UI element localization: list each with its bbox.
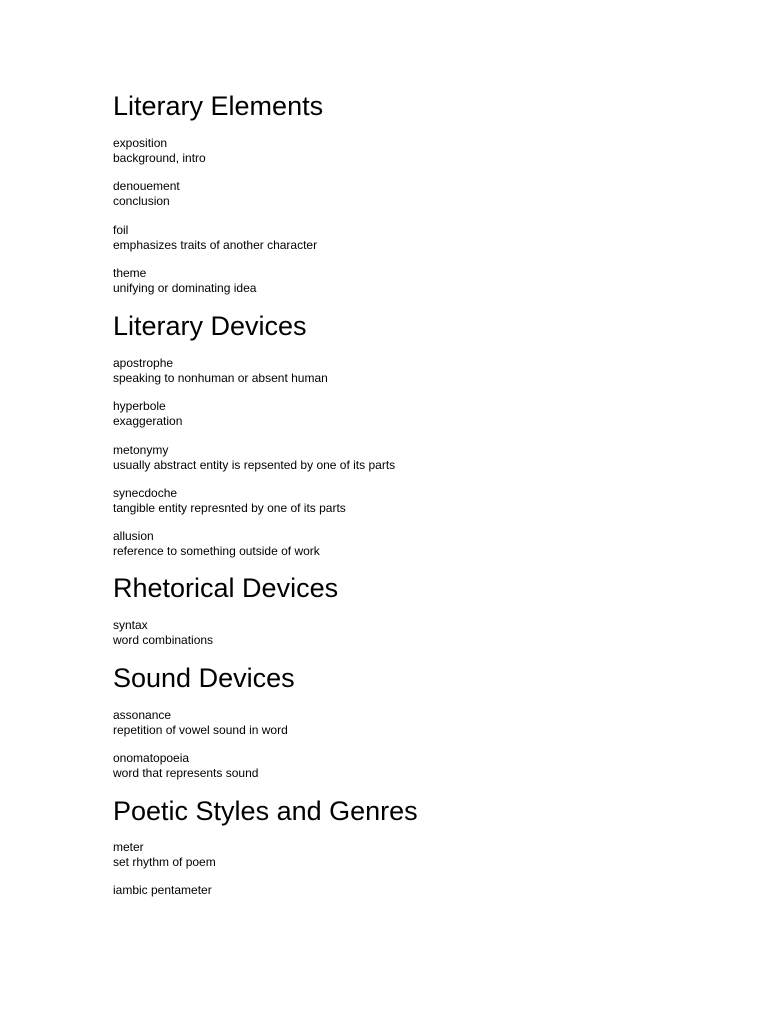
glossary-entry bbox=[113, 529, 320, 558]
entry-term: meter bbox=[113, 840, 144, 854]
entry-definition: set rhythm of poem bbox=[113, 854, 216, 869]
entry-definition: conclusion bbox=[113, 193, 170, 208]
glossary-entry bbox=[113, 399, 182, 428]
entry-term: hyperbole bbox=[113, 399, 166, 413]
glossary-entry bbox=[113, 356, 328, 385]
entry-term: synecdoche bbox=[113, 486, 178, 500]
glossary-entry bbox=[113, 443, 395, 472]
section-heading: Literary Elements bbox=[113, 91, 324, 121]
section-heading: Literary Devices bbox=[113, 311, 307, 341]
entry-term: exposition bbox=[113, 136, 168, 150]
glossary-entry bbox=[113, 840, 216, 869]
section-literary-devices bbox=[113, 310, 733, 558]
glossary-entry bbox=[113, 179, 180, 208]
entry-definition: word that represents sound bbox=[113, 765, 259, 780]
entry-term: assonance bbox=[113, 708, 172, 722]
entry-term: onomatopoeia bbox=[113, 751, 190, 765]
section-heading: Rhetorical Devices bbox=[113, 573, 339, 603]
section-heading: Sound Devices bbox=[113, 663, 295, 693]
entry-definition: emphasizes traits of another character bbox=[113, 237, 318, 252]
glossary-entry bbox=[113, 486, 346, 515]
entry-definition: tangible entity represnted by one of its parts bbox=[113, 500, 346, 515]
entry-definition: speaking to nonhuman or absent human bbox=[113, 370, 328, 385]
section-sound-devices bbox=[113, 662, 733, 780]
glossary-entry bbox=[113, 136, 206, 165]
entry-term: denouement bbox=[113, 179, 180, 193]
glossary-entry bbox=[113, 883, 212, 898]
glossary-entry bbox=[113, 751, 258, 780]
entry-term: iambic pentameter bbox=[113, 883, 212, 897]
entry-definition: unifying or dominating idea bbox=[113, 280, 257, 295]
entry-term: metonymy bbox=[113, 443, 169, 457]
entry-definition: exaggeration bbox=[113, 413, 183, 428]
entry-term: theme bbox=[113, 266, 147, 280]
glossary-entry bbox=[113, 618, 213, 647]
entry-definition: usually abstract entity is repsented by one of its parts bbox=[113, 457, 396, 472]
entry-term: syntax bbox=[113, 618, 148, 632]
section-heading: Poetic Styles and Genres bbox=[113, 796, 418, 826]
entry-term: foil bbox=[113, 223, 129, 237]
section-poetic-styles-and-genres bbox=[113, 795, 733, 897]
entry-definition: repetition of vowel sound in word bbox=[113, 722, 288, 737]
glossary-entry bbox=[113, 708, 288, 737]
glossary-entry bbox=[113, 223, 317, 252]
section-rhetorical-devices bbox=[113, 572, 733, 647]
entry-definition: reference to something outside of work bbox=[113, 543, 320, 558]
section-literary-elements bbox=[113, 90, 733, 295]
entry-term: apostrophe bbox=[113, 356, 174, 370]
entry-definition: word combinations bbox=[113, 632, 214, 647]
glossary-entry bbox=[113, 266, 256, 295]
entry-term: allusion bbox=[113, 529, 154, 543]
entry-definition: background, intro bbox=[113, 150, 206, 165]
